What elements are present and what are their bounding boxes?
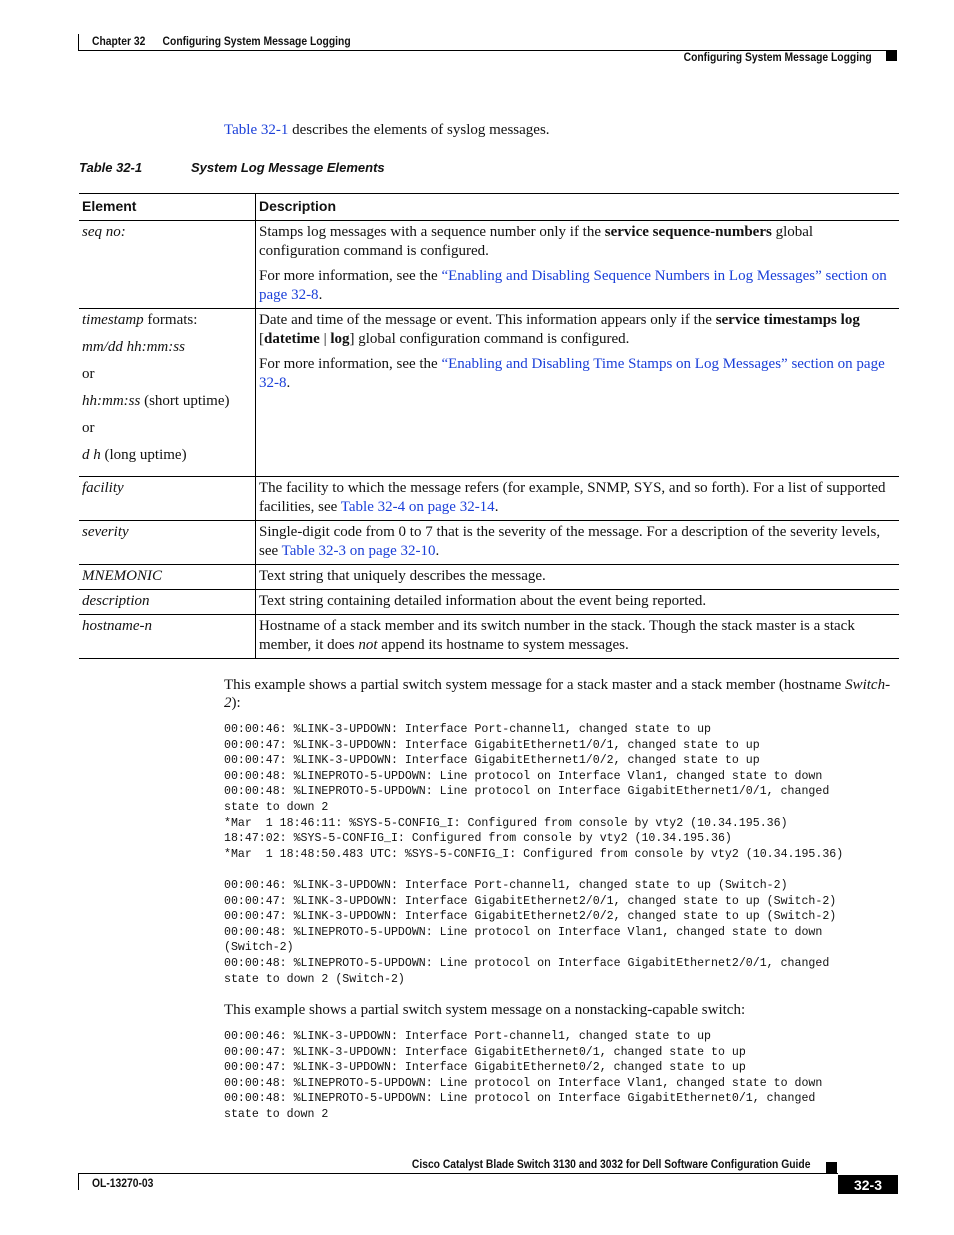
element-cell: MNEMONIC: [79, 565, 256, 590]
description-reference: For more information, see the “Enabling and Disabling Sequence Numbers in Log Messages” section on page 32-8.: [259, 268, 887, 303]
description-cell: Text string that uniquely describes the message.: [259, 568, 546, 584]
syslog-elements-table: [79, 193, 899, 659]
table-row: [79, 565, 899, 590]
description-cell: [256, 309, 900, 477]
element-cell: timestamp formats: mm/dd hh:mm:ss or hh:mm:ss (short uptime) or d h (long uptime): [79, 309, 256, 477]
footer-rule: [78, 1173, 838, 1174]
table-link[interactable]: Table 32-1: [224, 122, 289, 138]
table-header-row: [79, 194, 899, 221]
description-cell: Hostname of a stack member and its switch number in the stack. Though the stack master is a stack member, it does not append its hostname to system messages.: [259, 618, 855, 653]
footer-marker: [826, 1162, 837, 1173]
header-marker: [886, 50, 897, 61]
description-text: Date and time of the message or event. This information appears only if the service timestamps log [datetime | log] global configuration command is configured.: [259, 312, 860, 347]
header-rule-vertical: [78, 34, 79, 51]
table-caption-title: System Log Message Elements: [191, 160, 385, 175]
element-cell: facility: [79, 477, 256, 521]
description-cell: The facility to which the message refers (for example, SNMP, SYS, and so forth). For a list of supported facilities, see Table 32-4 on page 32-14.: [259, 480, 886, 515]
intro-paragraph: [224, 122, 550, 139]
description-cell: Single-digit code from 0 to 7 that is the severity of the message. For a description of the severity levels, see Table 32-3 on page 32-10.: [259, 524, 881, 559]
table-row: [79, 615, 899, 659]
footer-doc-number: OL-13270-03: [92, 1176, 154, 1190]
example-paragraph: This example shows a partial switch system message for a stack master and a stack member (hostname Switch-2):: [224, 677, 891, 711]
table-row: [79, 521, 899, 565]
element-cell: description: [79, 590, 256, 615]
description-cell: [256, 221, 900, 309]
element-cell: severity: [79, 521, 256, 565]
cross-reference-link[interactable]: Table 32-3 on page 32-10: [281, 543, 436, 559]
footer-guide-title: Cisco Catalyst Blade Switch 3130 and 3032 for Dell Software Configuration Guide: [411, 1157, 810, 1171]
running-title: Configuring System Message Logging: [683, 50, 872, 64]
table-caption: [79, 160, 385, 175]
element-cell: hostname-n: [79, 615, 256, 659]
chapter-title: Configuring System Message Logging: [162, 34, 351, 48]
table-row: [79, 590, 899, 615]
header-chapter: [92, 34, 351, 48]
element-cell: seq no:: [79, 221, 256, 309]
cross-reference-link[interactable]: Table 32-4 on page 32-14: [340, 499, 495, 515]
cross-reference-link[interactable]: “Enabling and Disabling Time Stamps on Log Messages” section on page 32-8: [259, 356, 885, 391]
chapter-label: Chapter 32: [92, 34, 146, 48]
table-row: [79, 221, 899, 309]
table-caption-number: Table 32-1: [79, 160, 143, 175]
intro-text: describes the elements of syslog messages.: [288, 122, 550, 138]
description-reference: For more information, see the “Enabling and Disabling Time Stamps on Log Messages” section on page 32-8.: [259, 356, 885, 391]
column-header-element: Element: [79, 194, 256, 221]
table-row: [79, 309, 899, 477]
code-example: 00:00:46: %LINK-3-UPDOWN: Interface Port-channel1, changed state to up 00:00:47: %LINK-3-UPDOWN: Interface GigabitEthernet1/0/1, changed state to up 00:00:47: %LINK-3-UPDOWN: Interface GigabitEthernet1/0/2, changed state to up 00:00:48: %LINEPROTO-5-UPDOWN: Line protocol on Interface Vlan1, changed state to down 00:00:48: %LINEPROTO-5-UPDOWN: Line protocol on Interface GigabitEthernet1/0/1, changed state to down 2 *Mar 1 18:46:11: %SYS-5-CONFIG_I: Configured from console by vty2 (10.34.195.36) 18:47:02: %SYS-5-CONFIG_I: Configured from console by vty2 (10.34.195.36) *Mar 1 18:48:50.483 UTC: %SYS-5-CONFIG_I: Configured from console by vty2 (10.34.195.36) 00:00:46: %LINK-3-UPDOWN: Interface Port-channel1, changed state to up (Switch-2) 00:00:47: %LINK-3-UPDOWN: Interface GigabitEthernet2/0/1, changed state to up (Switch-2) 00:00:47: %LINK-3-UPDOWN: Interface GigabitEthernet2/0/2, changed state to up (Switch-2) 00:00:48: %LINEPROTO-5-UPDOWN: Line protocol on Interface Vlan1, changed state to down (Switch-2) 00:00:48: %LINEPROTO-5-UPDOWN: Line protocol on Interface GigabitEthernet2/0/1, changed state to down 2 (Switch-2): [224, 723, 844, 986]
code-example: 00:00:46: %LINK-3-UPDOWN: Interface Port-channel1, changed state to up 00:00:47: %LINK-3-UPDOWN: Interface GigabitEthernet0/1, changed state to up 00:00:47: %LINK-3-UPDOWN: Interface GigabitEthernet0/2, changed state to up 00:00:48: %LINEPROTO-5-UPDOWN: Line protocol on Interface Vlan1, changed state to down 00:00:48: %LINEPROTO-5-UPDOWN: Line protocol on Interface GigabitEthernet0/1, changed state to down 2: [224, 1030, 823, 1121]
description-text: Stamps log messages with a sequence number only if the service sequence-numbers global configuration command is configured.: [259, 224, 814, 259]
column-header-description: Description: [259, 198, 337, 214]
cross-reference-link[interactable]: “Enabling and Disabling Sequence Numbers in Log Messages” section on page 32-8: [259, 268, 887, 303]
description-cell: Text string containing detailed information about the event being reported.: [259, 593, 707, 609]
example-paragraph: This example shows a partial switch system message on a nonstacking-capable switch:: [224, 1002, 746, 1018]
table-row: [79, 477, 899, 521]
page-number: 32-3: [838, 1175, 898, 1194]
footer-rule-vertical: [78, 1173, 79, 1190]
